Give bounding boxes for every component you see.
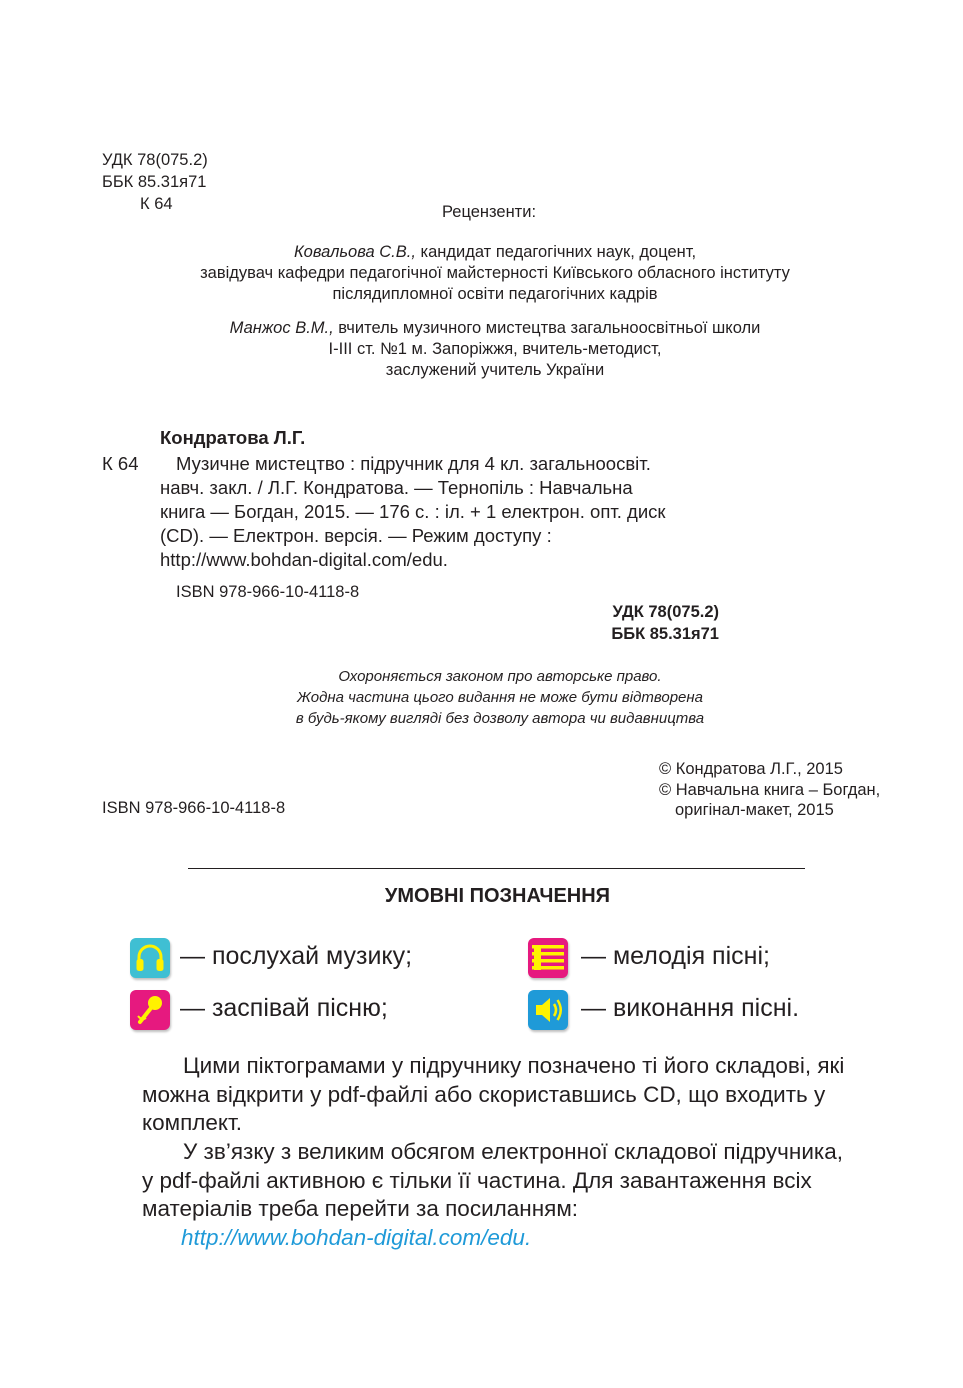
footer-copyright-3: оригінал-макет, 2015 bbox=[675, 801, 834, 819]
udk-code: УДК 78(075.2) bbox=[102, 151, 208, 169]
catalog-line-1: Музичне мистецтво : підручник для 4 кл. загальноосвіт. bbox=[176, 453, 651, 474]
legend-label-melody: — мелодія пісні; bbox=[581, 942, 770, 970]
melody-icon bbox=[528, 938, 568, 978]
copyright-notice-line-3: в будь-якому вигляді без дозволу автора чи видавництва bbox=[295, 710, 705, 727]
reviewer-2-name: Манжос В.М., bbox=[229, 319, 334, 337]
body-p1-line-2: можна відкрити у pdf-файлі або скориставшись CD, що входить у bbox=[142, 1081, 826, 1107]
legend-title: УМОВНІ ПОЗНАЧЕННЯ bbox=[384, 885, 611, 907]
reviewer-1-name: Ковальова С.В., bbox=[293, 243, 416, 261]
catalog-udk: УДК 78(075.2) bbox=[612, 603, 719, 621]
reviewer-1-institute: післядипломної освіти педагогічних кадрів bbox=[332, 285, 658, 303]
reviewer-2-honor: заслужений учитель України bbox=[385, 361, 605, 379]
catalog-mark: К 64 bbox=[102, 453, 139, 474]
catalog-line-5: http://www.bohdan-digital.com/edu. bbox=[160, 549, 448, 570]
microphone-icon bbox=[130, 990, 170, 1030]
body-p2-line-2: у pdf-файлі активною є тільки її частина. Для завантаження всіх bbox=[142, 1167, 812, 1193]
footer-copyright-2: © Навчальна книга – Богдан, bbox=[659, 781, 881, 799]
legend-label-listen: — послухай музику; bbox=[180, 942, 413, 970]
divider bbox=[188, 868, 805, 869]
author-mark: К 64 bbox=[140, 195, 173, 213]
body-p1-line-1: Цими піктограмами у підручнику позначено ті його складові, які bbox=[183, 1053, 845, 1078]
legend-label-sing: — заспівай пісню; bbox=[180, 994, 388, 1022]
reviewer-2-title: вчитель музичного мистецтва загальноосвітньої школи bbox=[333, 319, 761, 337]
download-link[interactable]: http://www.bohdan-digital.com/edu bbox=[181, 1225, 525, 1250]
catalog-line-4: (CD). — Електрон. версія. — Режим доступу : bbox=[160, 525, 552, 546]
body-paragraph-1 bbox=[142, 1052, 890, 1138]
catalog-line-2: навч. закл. / Л.Г. Кондратова. — Тернопіль : Навчальна bbox=[160, 477, 633, 498]
catalog-line-3: книга — Богдан, 2015. — 176 с. : іл. + 1 електрон. опт. диск bbox=[160, 501, 666, 522]
reviewers-heading: Рецензенти: bbox=[442, 203, 537, 221]
download-link-period: . bbox=[524, 1225, 532, 1250]
reviewer-2 bbox=[130, 318, 860, 381]
headphones-icon bbox=[130, 938, 170, 978]
bbk-code: ББК 85.31я71 bbox=[102, 173, 207, 191]
body-p1-line-3: комплект. bbox=[142, 1110, 243, 1135]
copyright-notice-line-1: Охороняється законом про авторське право. bbox=[338, 668, 662, 685]
reviewer-1-position: завідувач кафедри педагогічної майстерності Київського обласного інституту bbox=[200, 264, 790, 282]
body-link-line bbox=[181, 1224, 531, 1253]
footer-isbn: ISBN 978-966-10-4118-8 bbox=[102, 799, 286, 817]
catalog-isbn: ISBN 978-966-10-4118-8 bbox=[176, 583, 360, 601]
footer-copyright-1: © Кондратова Л.Г., 2015 bbox=[659, 760, 843, 778]
copyright-notice bbox=[230, 666, 770, 729]
reviewer-1 bbox=[130, 242, 860, 305]
catalog-author: Кондратова Л.Г. bbox=[160, 427, 306, 448]
legend-label-performance: — виконання пісні. bbox=[581, 994, 800, 1022]
body-p2-line-3: матеріалів треба перейти за посиланням: bbox=[142, 1196, 579, 1221]
reviewer-1-title: кандидат педагогічних наук, доцент, bbox=[415, 243, 697, 261]
body-p2-line-1: У зв’язку з великим обсягом електронної складової підручника, bbox=[183, 1139, 843, 1164]
body-paragraph-2 bbox=[142, 1138, 890, 1224]
speaker-icon bbox=[528, 990, 568, 1030]
copyright-notice-line-2: Жодна частина цього видання не може бути відтворена bbox=[297, 689, 703, 706]
reviewer-2-school: І-ІІІ ст. №1 м. Запоріжжя, вчитель-методист, bbox=[328, 340, 662, 358]
catalog-bbk: ББК 85.31я71 bbox=[611, 625, 719, 643]
